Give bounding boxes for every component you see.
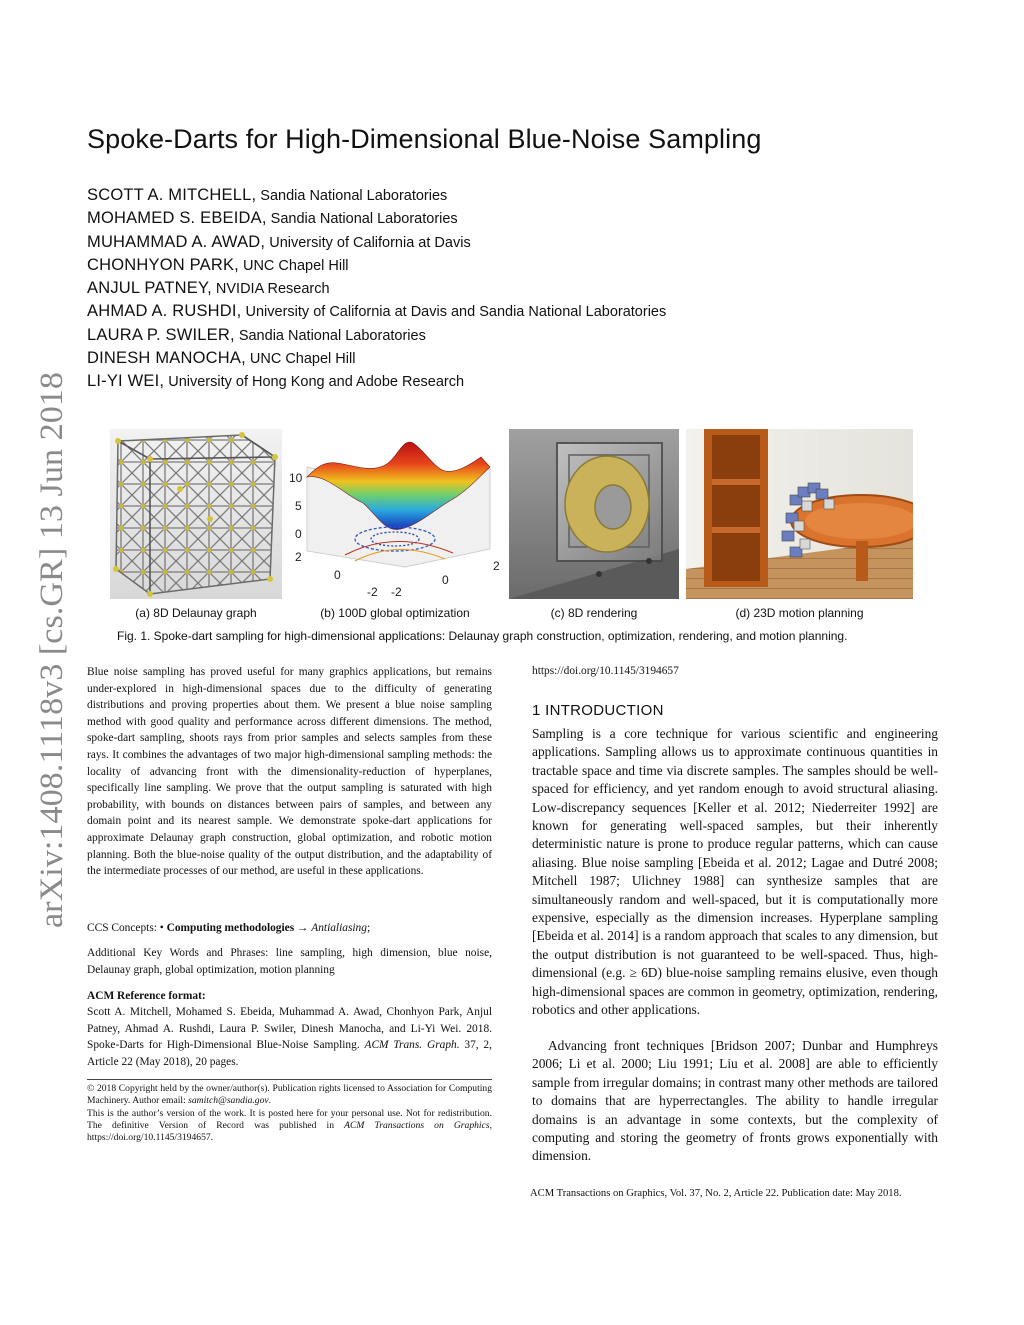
author-entry: [87, 231, 666, 254]
subcaption-d: (d) 23D motion planning: [735, 606, 864, 620]
acm-ref-text-end: 37, 2, Article 22 (May 2018), 20 pages.: [87, 1039, 492, 1068]
author-affiliation: University of California at Davis: [265, 234, 471, 251]
author-entry: [87, 324, 666, 347]
author-affiliation: Sandia National Laboratories: [266, 211, 458, 228]
acm-ref-text: Scott A. Mitchell, Mohamed S. Ebeida, Muhammad A. Awad, Chonhyon Park, Anjul Patney, Ahmad A. Rushdi, Laura P. Swiler, Dinesh Manocha, and Li-Yi Wei. 2018. Spoke-Darts for High-Dimensional Blue-Noise Sampling.: [87, 1006, 492, 1052]
author-affiliation: Sandia National Laboratories: [234, 327, 426, 344]
subcaption-a: (a) 8D Delaunay graph: [135, 606, 257, 620]
abstract: Blue noise sampling has proved useful for many graphics applications, but remains under-explored in high-dimensional spaces due to the difficulty of generating distributions and proving properties about them. We present a blue noise sampling method with good quality and performance across different dimensions. The method, spoke-dart sampling, shoots rays from prior samples and selects samples from these rays. It combines the advantages of two major high-dimensional sampling methods: the locality of advancing front with the dimensionality-reduction of hyperplanes, specifically line sampling. We prove that the output sampling is saturated with high probability, with bounds on distances between pairs of samples, and between any domain point and its nearest sample. We demonstrate spoke-dart applications for approximate Delaunay graph construction, global optimization, and robotic motion planning. Both the blue-noise quality of the output distribution, and the adaptability of the intermediate processes of our method, are useful in these applications.: [87, 666, 492, 878]
figure-a-delaunay-graph: [110, 429, 282, 599]
author-name: MUHAMMAD A. AWAD,: [87, 232, 266, 251]
rendering-image: [509, 429, 679, 599]
ccs-suffix: ;: [366, 922, 371, 934]
x-tick-neg2-left: -2: [367, 585, 378, 599]
ccs-prefix: CCS Concepts: •: [87, 922, 167, 934]
version-journal: ACM Transactions on Graphics: [344, 1119, 490, 1131]
x-tick-neg2-right: -2: [391, 585, 402, 599]
ccs-concepts: [87, 920, 492, 937]
figure-b-surface-plot: [285, 429, 505, 599]
ccs-arrow: →: [294, 922, 312, 934]
author-name: ANJUL PATNEY,: [87, 279, 212, 298]
x-tick-2-right: 2: [493, 559, 500, 573]
author-affiliation: UNC Chapel Hill: [238, 257, 349, 274]
author-name: CHONHYON PARK,: [87, 255, 239, 274]
author-name: LI-YI WEI,: [87, 372, 165, 391]
author-name: AHMAD A. RUSHDI,: [87, 302, 242, 321]
page-footer: ACM Transactions on Graphics, Vol. 37, No. 2, Article 22. Publication date: May 2018.: [530, 1188, 902, 1199]
author-entry: [87, 300, 666, 323]
surface-plot-image: [285, 429, 505, 599]
ccs-italic: Antialiasing: [311, 922, 367, 934]
subcaption-c: (c) 8D rendering: [550, 606, 638, 620]
copyright-line: [87, 1083, 492, 1108]
version-doi[interactable]: , https://doi.org/10.1145/3194657.: [87, 1119, 492, 1144]
arxiv-stamp-text: arXiv:1408.1118v3 [cs.GR] 13 Jun 2018: [34, 391, 70, 928]
intro-paragraph: Advancing front techniques [Bridson 2007; Dunbar and Humphreys 2006; Li et al. 2000; Liu 1991; Liu et al. 2008] are able to efficiently sample from irregular domains; in contrast many other methods are tailored to domains that are hyperrectangles. The ability to handle irregular domains is an advantage in some contexts, but the complexity of computing and storing the geometry of fronts grows exponentially with dimension.: [532, 1038, 938, 1164]
figure-d-motion-planning: [686, 429, 913, 599]
delaunay-graph-image: [110, 429, 282, 599]
x-tick-0-left: 0: [334, 568, 341, 582]
z-tick-0: 0: [295, 527, 302, 541]
author-name: SCOTT A. MITCHELL,: [87, 186, 257, 204]
author-entry: [87, 277, 666, 300]
doi-link[interactable]: https://doi.org/10.1145/3194657: [532, 665, 679, 677]
version-text: This is the author’s version of the work. It is posted here for your personal use. Not for redistribution. The definitive Version of Record was published in: [87, 1107, 492, 1131]
copyright-notice: [87, 1083, 492, 1144]
acm-reference-heading: ACM Reference format:: [87, 990, 206, 1002]
x-tick-0-right: 0: [442, 573, 449, 587]
author-entry: [87, 370, 666, 393]
author-email-link[interactable]: samitch@sandia.gov: [188, 1095, 269, 1107]
subcaption-b: (b) 100D global optimization: [320, 606, 470, 620]
z-tick-10: 10: [289, 471, 303, 485]
author-entry: [87, 254, 666, 277]
copyright-text: © 2018 Copyright held by the owner/author(s). Publication rights licensed to Association for Computing Machinery. Author email:: [87, 1083, 492, 1107]
acm-reference: [87, 1004, 492, 1070]
z-tick-5: 5: [295, 499, 302, 513]
acm-ref-journal: ACM Trans. Graph.: [364, 1039, 460, 1052]
copyright-text-end: .: [268, 1095, 272, 1107]
author-entry: [87, 207, 666, 230]
author-name: LAURA P. SWILER,: [87, 325, 235, 344]
figure-caption: Fig. 1. Spoke-dart sampling for high-dimensional applications: Delaunay graph construction, optimization, rendering, and motion planning.: [117, 629, 848, 643]
author-affiliation: UNC Chapel Hill: [245, 351, 356, 368]
version-note: [87, 1108, 492, 1145]
author-affiliation: NVIDIA Research: [211, 281, 330, 298]
author-affiliation: Sandia National Laboratories: [256, 188, 448, 204]
figure-c-rendering: [509, 429, 679, 599]
author-list: [87, 184, 666, 394]
author-affiliation: University of California at Davis and Sandia National Laboratories: [241, 304, 667, 321]
ccs-bold: Computing methodologies: [166, 922, 295, 934]
footnote-divider: [87, 1079, 492, 1080]
section-heading-introduction: 1 INTRODUCTION: [532, 702, 664, 719]
author-affiliation: University of Hong Kong and Adobe Research: [164, 374, 465, 391]
paper-title: Spoke-Darts for High-Dimensional Blue-Noise Sampling: [87, 124, 762, 154]
keywords: Additional Key Words and Phrases: line sampling, high dimension, blue noise, Delaunay graph, global optimization, motion planning: [87, 947, 492, 976]
arxiv-stamp: [22, 370, 74, 930]
author-entry: [87, 184, 666, 207]
author-entry: [87, 347, 666, 370]
author-name: DINESH MANOCHA,: [87, 349, 246, 368]
y-tick-2: 2: [295, 550, 302, 564]
motion-planning-image: [686, 429, 913, 599]
intro-paragraph: Sampling is a core technique for various scientific and engineering applications. Sampling allows us to approximate continuous quantities in tractable space and time via discrete samples. The samples should be well-spaced for efficiency, and yet random enough to avoid structural aliasing. Low-discrepancy sequences [Keller et al. 2012; Niederreiter 1992] are known for generating well-spaced samples, but their inherently deterministic nature is prone to produce regular patterns, which can cause aliasing. Blue noise sampling [Ebeida et al. 2012; Lagae and Dutré 2008; Mitchell 1987; Ulichney 1988] can synthesize samples that are simultaneously random and well-spaced, but it is computationally more expensive, especially as the dimension increases. Hyperplane sampling [Ebeida et al. 2014] is a random approach that scales to any dimension, but the output distribution is not guaranteed to be well-spaced. Thus, high-dimensional (e.g. ≥ 6D) blue-noise sampling remains elusive, even though high-dimensional spaces are common in geometry, optimization, rendering, robotics and other applications.: [532, 726, 938, 1018]
author-name: MOHAMED S. EBEIDA,: [87, 209, 267, 228]
